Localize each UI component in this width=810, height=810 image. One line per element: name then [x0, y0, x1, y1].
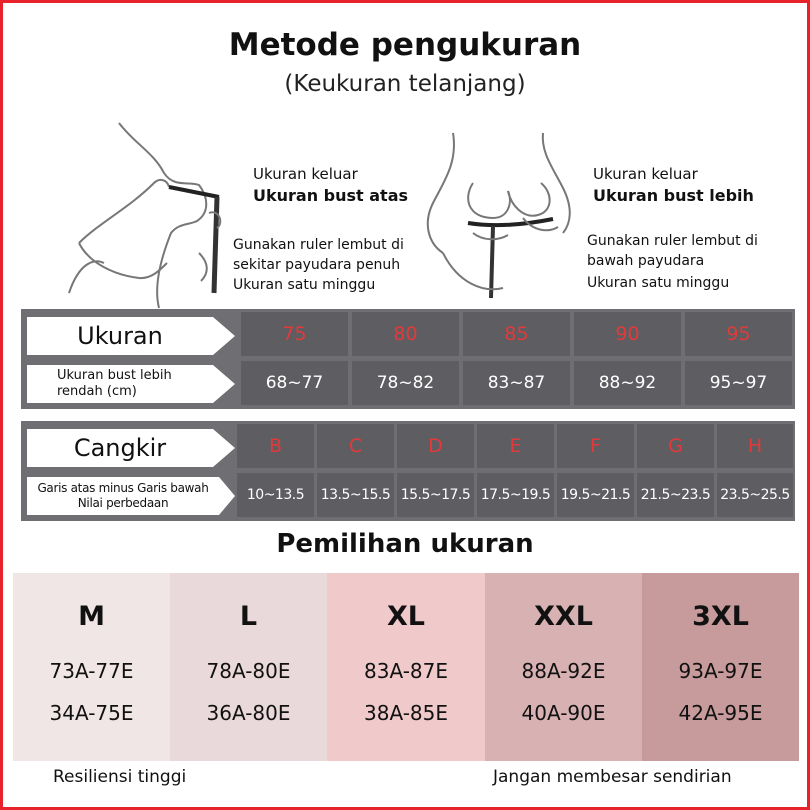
cup-h: H [717, 424, 793, 468]
right-instruction-line-1: Ukuran keluar [593, 165, 698, 183]
size-name: XXL [534, 601, 593, 632]
left-instruction-line-4: sekitar payudara penuh [233, 257, 401, 273]
band-range-95: 95~97 [685, 361, 792, 405]
upper-bust-measure-figure [59, 113, 249, 313]
cup-g: G [637, 424, 714, 468]
cup-diff-d: 15.5~17.5 [397, 473, 474, 517]
cup-diff-f: 19.5~21.5 [557, 473, 634, 517]
cup-row-label-line-1: Garis atas minus Garis bawah [37, 481, 209, 495]
size-column-3xl [642, 573, 799, 761]
size-range-2: 36A-80E [206, 701, 291, 725]
band-row-label-tag [27, 365, 235, 403]
band-size-table [21, 309, 795, 409]
footer-left-note: Resiliensi tinggi [53, 767, 187, 787]
right-instruction-line-5: Ukuran satu minggu [587, 275, 730, 291]
band-range-90: 88~92 [574, 361, 681, 405]
size-column-l [170, 573, 327, 761]
size-column-m [13, 573, 170, 761]
cup-b: B [237, 424, 314, 468]
size-range-1: 93A-97E [678, 659, 763, 683]
size-range-1: 83A-87E [364, 659, 448, 683]
size-range-1: 88A-92E [521, 659, 606, 683]
left-instruction-line-5: Ukuran satu minggu [233, 277, 376, 293]
right-instruction-line-3: Gunakan ruler lembut di [587, 233, 758, 249]
left-instruction-line-2: Ukuran bust atas [253, 186, 409, 205]
cup-e: E [477, 424, 554, 468]
right-instruction-line-2: Ukuran bust lebih [593, 186, 754, 205]
band-header-label-tag [27, 317, 235, 355]
band-size-85: 85 [463, 312, 570, 356]
cup-size-table [21, 421, 795, 521]
cup-diff-h: 23.5~25.5 [717, 473, 793, 517]
size-name: M [78, 601, 105, 632]
size-range-2: 42A-95E [678, 701, 763, 725]
left-instruction-line-1: Ukuran keluar [253, 165, 358, 183]
size-name: L [239, 601, 258, 632]
size-name: XL [386, 601, 426, 632]
size-column-xxl [485, 573, 642, 761]
band-header-label: Ukuran [77, 322, 163, 350]
cup-row-label-line-2: Nilai perbedaan [77, 496, 169, 510]
size-range-2: 40A-90E [521, 701, 606, 725]
cup-f: F [557, 424, 634, 468]
cup-d: D [397, 424, 474, 468]
band-range-75: 68~77 [241, 361, 348, 405]
page-title: Metode pengukuran [228, 27, 582, 63]
band-size-95: 95 [685, 312, 792, 356]
cup-diff-g: 21.5~23.5 [637, 473, 714, 517]
size-name: 3XL [692, 601, 749, 632]
cup-diff-c: 13.5~15.5 [317, 473, 394, 517]
cup-header-label: Cangkir [73, 434, 167, 462]
band-size-80: 80 [352, 312, 459, 356]
band-row-label-line-2: rendah (cm) [57, 384, 137, 399]
cup-c: C [317, 424, 394, 468]
band-range-80: 78~82 [352, 361, 459, 405]
size-range-1: 78A-80E [206, 659, 291, 683]
footer-right-note: Jangan membesar sendirian [493, 767, 732, 787]
size-range-2: 34A-75E [49, 701, 134, 725]
cup-header-label-tag [27, 429, 235, 467]
under-bust-measure-figure [413, 123, 593, 303]
cup-row-label-tag [27, 477, 235, 515]
cup-diff-b: 10~13.5 [237, 473, 314, 517]
left-instruction-line-3: Gunakan ruler lembut di [233, 237, 404, 253]
band-size-90: 90 [574, 312, 681, 356]
cup-diff-e: 17.5~19.5 [477, 473, 554, 517]
size-range-2: 38A-85E [364, 701, 448, 725]
size-range-1: 73A-77E [49, 659, 134, 683]
band-size-75: 75 [241, 312, 348, 356]
band-range-85: 83~87 [463, 361, 570, 405]
right-instruction-line-4: bawah payudara [587, 253, 705, 269]
band-row-label-line-1: Ukuran bust lebih [57, 368, 172, 383]
size-selection-title: Pemilihan ukuran [276, 529, 534, 559]
page-subtitle: (Keukuran telanjang) [284, 71, 526, 97]
size-column-xl [327, 573, 485, 761]
